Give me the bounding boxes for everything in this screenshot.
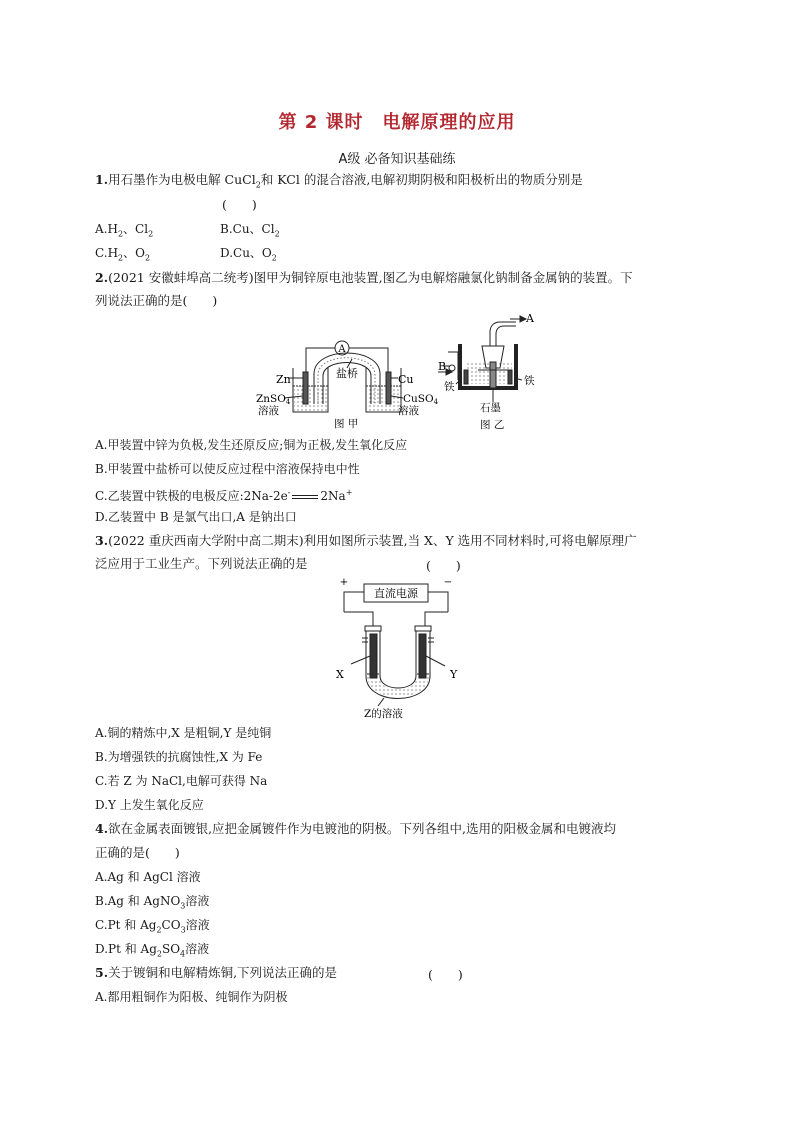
electrode-y-label: Y [450,668,458,681]
q3-option-b: B.为增强铁的抗腐蚀性,X 为 Fe [95,750,263,764]
outlet-b-label: B [438,360,447,373]
q2-option-d: D.乙装置中 B 是氯气出口,A 是钠出口 [95,510,297,524]
q1-option-d: D.Cu、$O_2$ [220,246,277,263]
q4-option-b: B.Ag 和 AgNO$_3$溶液 [95,894,210,911]
znso4-solution-label: 溶液 [258,405,279,417]
salt-bridge-label: 盐桥 [336,367,358,380]
q4-option-d: D.Pt 和 $Ag_2SO_4$溶液 [95,942,210,959]
q1-stem-text-a: 用石墨作为电极电解 CuCl [108,172,256,187]
outlet-a-label: A [526,312,534,325]
cuso4-solution-label: 溶液 [398,405,419,417]
q3-stem-line1: 3.(2022 重庆西南大学附中高二期末)利用如图所示装置,当 X、Y 选用不同材料时,可将电解原理广 [95,533,637,548]
znso4-label: ZnSO4 [256,393,291,406]
q5-number: 5. [95,965,109,980]
cu-label: Cu [398,373,414,386]
electrode-x-label: X [336,668,344,681]
q5-option-a: A.都用粗铜作为阳极、纯铜作为阴极 [95,990,288,1004]
section-level: A级 必备知识基础练 [338,152,456,167]
q3-option-a: A.铜的精炼中,X 是粗铜,Y 是纯铜 [95,726,272,740]
q3-answer-paren: ( ) [426,558,461,573]
q2-option-a: A.甲装置中锌为负极,发生还原反应;铜为正极,发生氧化反应 [95,438,408,452]
q5-stem: 5.关于镀铜和电解精炼铜,下列说法正确的是 [95,965,338,980]
figure-jia-caption: 图 甲 [334,418,359,430]
dc-power-label: 直流电源 [374,587,418,600]
iron-right-label: 铁 [524,375,535,387]
q2-stem-line1: 2.(2021 安徽蚌埠高二统考)图甲为铜锌原电池装置,图乙为电解熔融氯化钠制备金属钠的装置。下 [95,270,633,285]
zn-label: Zn [276,373,291,386]
q3-stem-line2: 泛应用于工业生产。下列说法正确的是 [95,556,308,571]
z-solution-label: Z的溶液 [364,708,403,720]
q1-stem-text-b: 和 KCl 的混合溶液,电解初期阴极和阳极析出的物质分别是 [260,172,583,187]
q1-option-c: $C.H_2$、$O_2$ [95,246,151,263]
q1-option-a: $A.H_2$、$Cl_2$ [95,222,154,239]
cuso4-label: CuSO4 [403,393,438,406]
q3-number: 3. [95,533,109,548]
ammeter-label: A [338,344,346,355]
q1-answer-paren: ( ) [222,197,257,212]
page-title: 第 2 课时 电解原理的应用 [278,112,516,133]
q4-stem-line2: 正确的是( ) [95,845,180,860]
q4-stem-line1: 4.欲在金属表面镀银,应把金属镀件作为电镀池的阴极。下列各组中,选用的阳极金属和电镀液均 [95,821,617,836]
figure-q3 [330,576,470,722]
q2-option-c: C.乙装置中铁极的电极反应:2Na-2e- 2Na+ [95,488,353,503]
iron-left-label: 铁 [444,381,455,393]
q1-stem [95,172,583,194]
q1-sub: 2 [255,180,261,190]
q2-option-b: B.甲装置中盐桥可以使反应过程中溶液保持电中性 [95,462,360,476]
q4-option-a: A.Ag 和 AgCl 溶液 [95,870,201,884]
graphite-label: 石墨 [480,402,501,414]
q2-number: 2. [95,270,109,285]
q3-option-d: D.Y 上发生氧化反应 [95,798,204,812]
q3-option-c: C.若 Z 为 NaCl,电解可获得 Na [95,774,268,788]
q1-option-b: B.Cu、$Cl_2$ [220,222,280,239]
plus-sign: + [339,577,349,588]
minus-sign: − [443,577,453,588]
q1-number: 1. [95,172,109,187]
q4-number: 4. [95,821,109,836]
figure-jia [248,328,438,430]
q2-stem-line2: 列说法正确的是( ) [95,293,218,308]
q5-answer-paren: ( ) [428,967,463,982]
q4-option-c: C.Pt 和 $Ag_2CO_3$溶液 [95,918,210,935]
figure-yi [438,310,553,432]
figure-yi-caption: 图 乙 [480,419,505,431]
